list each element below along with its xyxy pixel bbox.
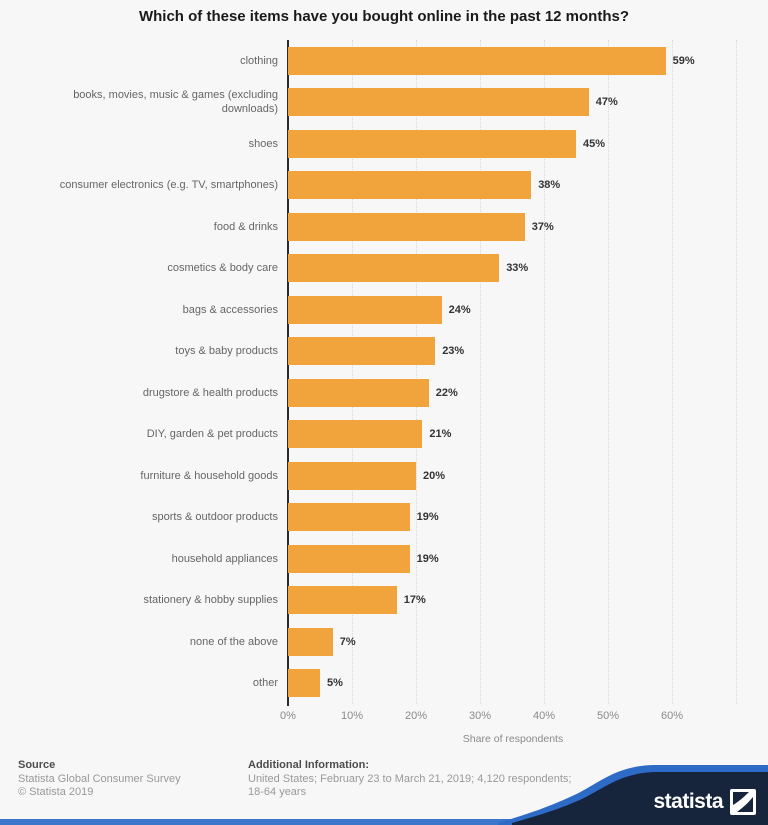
category-label: stationery & hobby supplies [143, 594, 278, 607]
statista-logo-icon [730, 789, 756, 815]
bar-value-label: 38% [538, 179, 561, 192]
category-label: shoes [248, 137, 278, 150]
bar-zone [288, 88, 768, 116]
footer-source-block [18, 759, 228, 799]
bar-value-label: 45% [583, 137, 606, 150]
bar[interactable] [288, 545, 410, 573]
bar-row [0, 663, 768, 705]
bar-row [0, 497, 768, 539]
additional-info-line2: 18-64 years [248, 786, 307, 798]
bar-value-label: 59% [672, 54, 695, 67]
category-label: sports & outdoor products [152, 511, 278, 524]
x-tick-label: 30% [468, 710, 492, 722]
bar-value-label: 33% [506, 262, 529, 275]
category-label: none of the above [189, 635, 278, 648]
bar[interactable] [288, 337, 435, 365]
statista-wordmark: statista [653, 790, 723, 813]
bar-zone [288, 47, 768, 75]
x-tick-label: 40% [532, 710, 556, 722]
bar-value-label: 20% [423, 469, 446, 482]
bar-zone [288, 503, 768, 531]
additional-info-line1: United States; February 23 to March 21, 2019; 4,120 respondents; [248, 773, 572, 785]
category-label: cosmetics & body care [167, 262, 278, 275]
category-label: toys & baby products [175, 345, 278, 358]
x-tick-label: 10% [340, 710, 364, 722]
x-tick-label: 60% [660, 710, 684, 722]
bar-zone [288, 130, 768, 158]
bar[interactable] [288, 503, 410, 531]
bar-row [0, 621, 768, 663]
bar-zone [288, 296, 768, 324]
bar-value-label: 19% [416, 511, 439, 524]
bar-row [0, 123, 768, 165]
bar-zone [288, 669, 768, 697]
bar[interactable] [288, 628, 333, 656]
bar-value-label: 21% [429, 428, 452, 441]
category-label: furniture & household goods [140, 469, 278, 482]
bar-row [0, 206, 768, 248]
bar[interactable] [288, 130, 576, 158]
bar-zone [288, 545, 768, 573]
bar-value-label: 24% [448, 303, 471, 316]
category-label: household appliances [171, 552, 278, 565]
bar-zone [288, 337, 768, 365]
category-label: food & drinks [213, 220, 278, 233]
bar[interactable] [288, 462, 416, 490]
x-tick-label: 50% [596, 710, 620, 722]
bar-zone [288, 254, 768, 282]
bar[interactable] [288, 669, 320, 697]
bar[interactable] [288, 296, 442, 324]
category-label: books, movies, music & games (excluding downloads) [73, 88, 278, 116]
x-tick-label: 20% [404, 710, 428, 722]
bar-value-label: 5% [327, 677, 343, 690]
bar-value-label: 19% [416, 552, 439, 565]
additional-info-heading: Additional Information: [248, 759, 369, 771]
bar[interactable] [288, 213, 525, 241]
bar-value-label: 17% [403, 594, 426, 607]
bar-value-label: 23% [442, 345, 465, 358]
bar-row [0, 165, 768, 207]
bar-row [0, 82, 768, 124]
bar-row [0, 414, 768, 456]
bar-row [0, 248, 768, 290]
bar[interactable] [288, 586, 397, 614]
category-label: consumer electronics (e.g. TV, smartphones) [59, 179, 278, 192]
bar-row [0, 538, 768, 580]
x-axis-ticks [0, 710, 768, 724]
bar-zone [288, 171, 768, 199]
bar[interactable] [288, 254, 499, 282]
bar-row [0, 40, 768, 82]
bar[interactable] [288, 171, 531, 199]
bar[interactable] [288, 47, 666, 75]
source-heading: Source [18, 759, 56, 771]
category-label: drugstore & health products [142, 386, 278, 399]
bar[interactable] [288, 88, 589, 116]
statista-logo[interactable] [653, 789, 756, 815]
chart-title: Which of these items have you bought online in the past 12 months? [138, 8, 630, 25]
bar-row [0, 372, 768, 414]
bar-zone [288, 628, 768, 656]
bar-zone [288, 462, 768, 490]
x-tick-label: 0% [280, 710, 296, 722]
bar-row [0, 331, 768, 373]
category-label: DIY, garden & pet products [146, 428, 278, 441]
bar-zone [288, 420, 768, 448]
bar-row [0, 289, 768, 331]
bar-zone [288, 379, 768, 407]
category-label: bags & accessories [182, 303, 278, 316]
bar[interactable] [288, 379, 429, 407]
bar-value-label: 7% [339, 635, 356, 648]
bar-value-label: 47% [595, 96, 618, 109]
bar-zone [288, 213, 768, 241]
category-label: other [252, 677, 278, 690]
bar-value-label: 37% [531, 220, 554, 233]
x-axis-caption: Share of respondents [462, 733, 564, 745]
plot-area [0, 40, 768, 704]
bar-row [0, 580, 768, 622]
bar-value-label: 22% [435, 386, 458, 399]
bar-row [0, 455, 768, 497]
source-name[interactable]: Statista Global Consumer Survey [18, 773, 181, 785]
source-copyright: © Statista 2019 [18, 786, 94, 798]
bar-zone [288, 586, 768, 614]
category-label: clothing [240, 54, 278, 67]
bar[interactable] [288, 420, 422, 448]
